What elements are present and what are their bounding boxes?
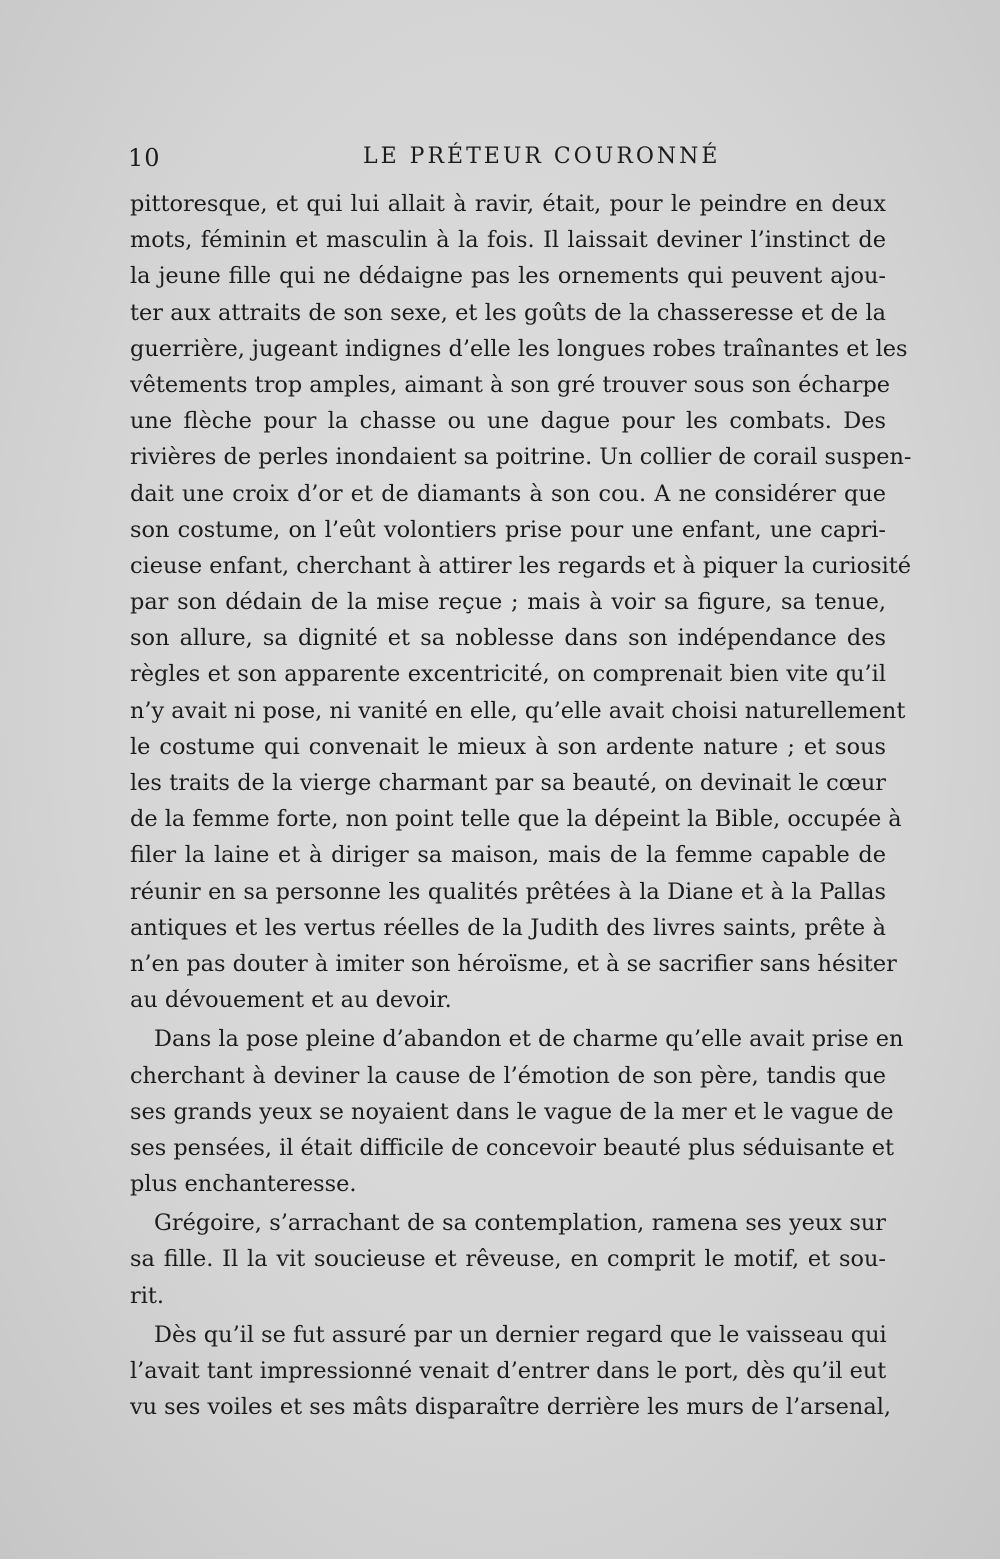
text-line: plus enchanteresse. xyxy=(130,1171,357,1198)
text-line: par son dédain de la mise reçue ; mais à voir sa figure, sa tenue, xyxy=(130,589,886,616)
text-line: sa fille. Il la vit soucieuse et rêveuse, en comprit le motif, et sou- xyxy=(130,1246,886,1273)
text-line: réunir en sa personne les qualités prêtées à la Diane et à la Pallas xyxy=(130,878,886,905)
paragraph xyxy=(130,186,912,1018)
text-line: antiques et les vertus réelles de la Judith des livres saints, prête à xyxy=(130,914,886,941)
text-line: au dévouement et au devoir. xyxy=(130,987,452,1014)
text-line: rit. xyxy=(130,1282,164,1309)
text-line: vêtements trop amples, aimant à son gré trouver sous son écharpe xyxy=(130,371,891,398)
text-line: cieuse enfant, cherchant à attirer les regards et à piquer la curiosité xyxy=(130,552,911,579)
text-line: de la femme forte, non point telle que la dépeint la Bible, occupée à xyxy=(130,806,902,833)
text-line: n’en pas douter à imiter son héroïsme, et à se sacrifier sans hésiter xyxy=(130,950,897,977)
text-line: ter aux attraits de son sexe, et les goûts de la chasseresse et de la xyxy=(130,299,886,326)
text-line: mots, féminin et masculin à la fois. Il laissait deviner l’instinct de xyxy=(130,227,886,254)
text-line: pittoresque, et qui lui allait à ravir, était, pour le peindre en deux xyxy=(130,191,886,217)
text-line: rivières de perles inondaient sa poitrine. Un collier de corail suspen- xyxy=(130,444,912,471)
text-line: guerrière, jugeant indignes d’elle les longues robes traînantes et les xyxy=(130,335,908,362)
text-line: dait une croix d’or et de diamants à son cou. A ne considérer que xyxy=(130,480,886,507)
text-line: son costume, on l’eût volontiers prise pour une enfant, une capri- xyxy=(130,516,886,543)
text-line: Dans la pose pleine d’abandon et de charme qu’elle avait prise en xyxy=(154,1026,904,1053)
running-title: LE PRÉTEUR COURONNÉ xyxy=(363,144,721,169)
text-line: ses pensées, il était difficile de concevoir beauté plus séduisante et xyxy=(130,1134,894,1161)
text-line: l’avait tant impressionné venait d’entrer dans le port, dès qu’il eut xyxy=(130,1358,887,1384)
text-line: une flèche pour la chasse ou une dague pour les combats. Des xyxy=(130,408,886,435)
text-line: n’y avait ni pose, ni vanité en elle, qu’elle avait choisi naturellement xyxy=(130,697,906,724)
text-line: filer la laine et à diriger sa maison, mais de la femme capable de xyxy=(130,842,886,869)
text-line: ses grands yeux se noyaient dans le vague de la mer et le vague de xyxy=(130,1098,894,1125)
page-number: 10 xyxy=(128,144,161,172)
text-line: cherchant à deviner la cause de l’émotion de son père, tandis que xyxy=(130,1062,886,1089)
paragraph xyxy=(130,1317,891,1426)
text-line: son allure, sa dignité et sa noblesse dans son indépendance des xyxy=(130,625,886,652)
text-line: le costume qui convenait le mieux à son ardente nature ; et sous xyxy=(130,733,886,760)
text-line: les traits de la vierge charmant par sa beauté, on devinait le cœur xyxy=(130,770,886,796)
paragraph xyxy=(130,1021,904,1202)
text-line: vu ses voiles et ses mâts disparaître derrière les murs de l’arsenal, xyxy=(130,1394,891,1421)
body-text xyxy=(130,186,912,1425)
paragraph xyxy=(130,1205,886,1314)
text-line: règles et son apparente excentricité, on comprenait bien vite qu’il xyxy=(130,661,886,688)
text-line: la jeune fille qui ne dédaigne pas les ornements qui peuvent ajou- xyxy=(130,263,886,290)
text-line: Grégoire, s’arrachant de sa contemplation, ramena ses yeux sur xyxy=(154,1210,886,1237)
running-head xyxy=(128,140,888,176)
text-line: Dès qu’il se fut assuré par un dernier regard que le vaisseau qui xyxy=(154,1321,887,1348)
